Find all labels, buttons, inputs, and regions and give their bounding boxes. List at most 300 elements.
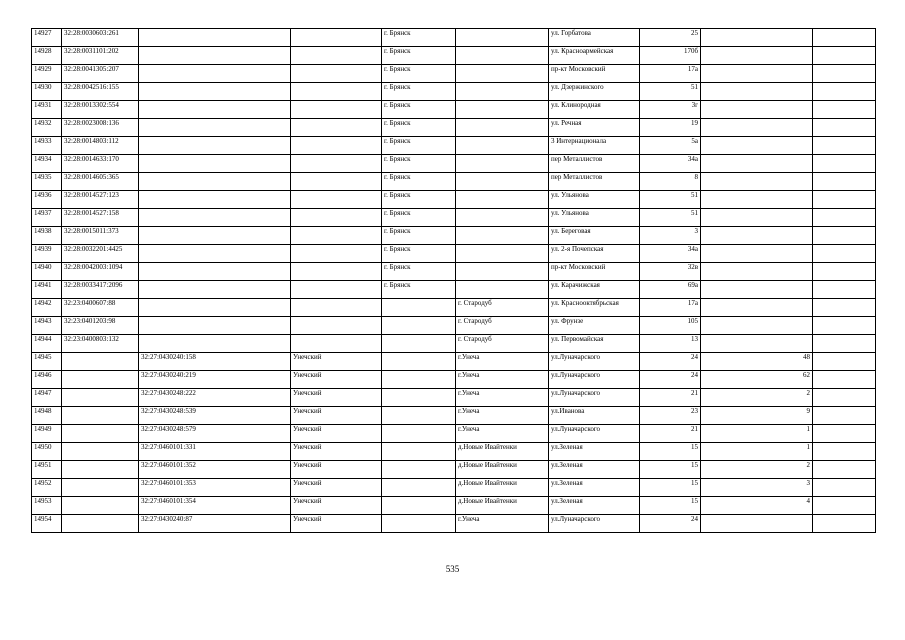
cell-flat-number: [701, 335, 813, 353]
cell-district: Унечский: [291, 461, 382, 479]
cell-street: ул.Луначарского: [549, 425, 640, 443]
table-row: [32, 191, 876, 209]
cell-locality-alt: г.Унеча: [456, 353, 549, 371]
cell-record-number: 14951: [32, 461, 62, 479]
cell-cadastral-number: 32:28:0013302:554: [62, 101, 139, 119]
cell-district: [291, 173, 382, 191]
cell-empty: [813, 101, 876, 119]
cell-flat-number: [701, 281, 813, 299]
cell-street: ул. Ульянова: [549, 209, 640, 227]
cell-cadastral-number-alt: 32:27:0460101:331: [139, 443, 291, 461]
cell-street: ул. Красноармейская: [549, 47, 640, 65]
cell-record-number: 14931: [32, 101, 62, 119]
cell-house-number: 15: [640, 461, 701, 479]
cell-locality-alt: г. Стародуб: [456, 317, 549, 335]
cell-locality-alt: г.Унеча: [456, 389, 549, 407]
table-row: [32, 479, 876, 497]
cell-street: ул.Зеленая: [549, 479, 640, 497]
table-row: [32, 317, 876, 335]
cell-empty: [813, 335, 876, 353]
cell-empty: [813, 497, 876, 515]
cell-cadastral-number: [62, 443, 139, 461]
cell-house-number: 21: [640, 425, 701, 443]
cell-district: Унечский: [291, 425, 382, 443]
table-row: [32, 389, 876, 407]
cell-locality-alt: [456, 137, 549, 155]
cell-empty: [813, 443, 876, 461]
cell-flat-number: [701, 245, 813, 263]
cell-locality-alt: [456, 65, 549, 83]
cell-street: ул. Клинородная: [549, 101, 640, 119]
cell-flat-number: 2: [701, 389, 813, 407]
cell-locality-alt: [456, 119, 549, 137]
cell-cadastral-number-alt: 32:27:0430240:219: [139, 371, 291, 389]
cell-cadastral-number: 32:28:0023008:136: [62, 119, 139, 137]
table-row: [32, 353, 876, 371]
cell-district: [291, 191, 382, 209]
cell-locality-alt: [456, 263, 549, 281]
cell-locality: [382, 335, 456, 353]
cell-cadastral-number-alt: 32:27:0430248:579: [139, 425, 291, 443]
cell-street: ул. 2-я Почепская: [549, 245, 640, 263]
cell-locality: г. Брянск: [382, 29, 456, 47]
cell-locality: г. Брянск: [382, 137, 456, 155]
cell-locality: [382, 479, 456, 497]
cell-cadastral-number-alt: [139, 137, 291, 155]
table-row: [32, 155, 876, 173]
cell-locality: [382, 425, 456, 443]
cell-district: Унечский: [291, 479, 382, 497]
cell-locality: [382, 497, 456, 515]
cell-locality-alt: г.Унеча: [456, 371, 549, 389]
cell-cadastral-number-alt: 32:27:0430240:158: [139, 353, 291, 371]
cell-locality-alt: д.Новые Ивайтенки: [456, 497, 549, 515]
table-row: [32, 299, 876, 317]
cell-cadastral-number-alt: [139, 155, 291, 173]
cell-record-number: 14934: [32, 155, 62, 173]
cell-record-number: 14947: [32, 389, 62, 407]
table-row: [32, 425, 876, 443]
cell-locality-alt: г.Унеча: [456, 407, 549, 425]
cell-cadastral-number: [62, 371, 139, 389]
cell-empty: [813, 425, 876, 443]
cell-district: Унечский: [291, 497, 382, 515]
cell-locality-alt: [456, 47, 549, 65]
cell-house-number: 5а: [640, 137, 701, 155]
cell-cadastral-number-alt: 32:27:0430248:222: [139, 389, 291, 407]
cell-empty: [813, 479, 876, 497]
table-row: [32, 263, 876, 281]
cell-street: пр-кт Московский: [549, 263, 640, 281]
cell-house-number: 24: [640, 515, 701, 533]
cell-locality: г. Брянск: [382, 227, 456, 245]
cell-house-number: 15: [640, 479, 701, 497]
cell-flat-number: 2: [701, 461, 813, 479]
cell-locality-alt: [456, 83, 549, 101]
table-row: [32, 443, 876, 461]
cell-record-number: 14929: [32, 65, 62, 83]
cell-flat-number: [701, 155, 813, 173]
register-sheet: [31, 28, 875, 533]
cell-locality: г. Брянск: [382, 119, 456, 137]
cell-cadastral-number-alt: [139, 173, 291, 191]
cell-district: Унечский: [291, 389, 382, 407]
cell-locality-alt: д.Новые Ивайтенки: [456, 479, 549, 497]
cell-cadastral-number-alt: [139, 263, 291, 281]
cell-cadastral-number-alt: 32:27:0460101:353: [139, 479, 291, 497]
cell-district: [291, 335, 382, 353]
cell-record-number: 14945: [32, 353, 62, 371]
cell-cadastral-number-alt: [139, 83, 291, 101]
cell-cadastral-number: 32:28:0014605:365: [62, 173, 139, 191]
cell-street: ул.Луначарского: [549, 353, 640, 371]
cell-empty: [813, 317, 876, 335]
table-row: [32, 371, 876, 389]
cell-empty: [813, 83, 876, 101]
cell-empty: [813, 227, 876, 245]
cell-street: ул.Луначарского: [549, 371, 640, 389]
cell-cadastral-number: 32:28:0014803:112: [62, 137, 139, 155]
cell-cadastral-number-alt: [139, 299, 291, 317]
cell-flat-number: [701, 65, 813, 83]
cell-cadastral-number: 32:28:0014633:170: [62, 155, 139, 173]
cell-cadastral-number: [62, 515, 139, 533]
cell-flat-number: [701, 317, 813, 335]
cell-cadastral-number: 32:28:0030603:261: [62, 29, 139, 47]
cell-flat-number: 9: [701, 407, 813, 425]
cell-cadastral-number-alt: [139, 47, 291, 65]
cell-locality: [382, 353, 456, 371]
cell-district: [291, 137, 382, 155]
cell-district: Унечский: [291, 443, 382, 461]
cell-cadastral-number-alt: [139, 101, 291, 119]
cell-empty: [813, 281, 876, 299]
cell-locality-alt: [456, 245, 549, 263]
table-row: [32, 173, 876, 191]
cell-locality: г. Брянск: [382, 209, 456, 227]
cell-empty: [813, 137, 876, 155]
cell-cadastral-number: [62, 479, 139, 497]
cell-flat-number: [701, 227, 813, 245]
cell-record-number: 14941: [32, 281, 62, 299]
cell-record-number: 14946: [32, 371, 62, 389]
cell-house-number: 19: [640, 119, 701, 137]
cell-cadastral-number: 32:28:0032201:4425: [62, 245, 139, 263]
cell-house-number: 15: [640, 497, 701, 515]
cell-record-number: 14953: [32, 497, 62, 515]
cell-locality-alt: [456, 191, 549, 209]
cell-locality: [382, 407, 456, 425]
cell-cadastral-number: [62, 353, 139, 371]
table-row: [32, 407, 876, 425]
cell-street: ул. Горбатова: [549, 29, 640, 47]
cell-house-number: 34а: [640, 155, 701, 173]
cell-house-number: 24: [640, 353, 701, 371]
table-row: [32, 209, 876, 227]
cell-cadastral-number-alt: [139, 191, 291, 209]
cell-locality: [382, 317, 456, 335]
cell-flat-number: [701, 299, 813, 317]
cell-district: [291, 317, 382, 335]
cell-cadastral-number-alt: 32:27:0430240:87: [139, 515, 291, 533]
cell-record-number: 14938: [32, 227, 62, 245]
cell-street: ул. Первомайская: [549, 335, 640, 353]
cell-cadastral-number: 32:28:0033417:2096: [62, 281, 139, 299]
cell-empty: [813, 65, 876, 83]
cell-street: ул.Иванова: [549, 407, 640, 425]
table-row: [32, 101, 876, 119]
cell-cadastral-number-alt: 32:27:0430248:539: [139, 407, 291, 425]
cell-locality-alt: [456, 101, 549, 119]
cell-record-number: 14932: [32, 119, 62, 137]
cell-locality: г. Брянск: [382, 245, 456, 263]
cell-cadastral-number-alt: [139, 335, 291, 353]
cell-empty: [813, 371, 876, 389]
cell-locality: г. Брянск: [382, 155, 456, 173]
cell-street: ул. Речная: [549, 119, 640, 137]
table-row: [32, 29, 876, 47]
cell-flat-number: [701, 263, 813, 281]
cell-cadastral-number: [62, 461, 139, 479]
cell-cadastral-number: [62, 389, 139, 407]
table-row: [32, 119, 876, 137]
cell-house-number: 3г: [640, 101, 701, 119]
cell-locality-alt: д.Новые Ивайтенки: [456, 461, 549, 479]
cell-district: Унечский: [291, 407, 382, 425]
cell-street: ул. Береговая: [549, 227, 640, 245]
cell-empty: [813, 245, 876, 263]
table-row: [32, 65, 876, 83]
cell-flat-number: [701, 47, 813, 65]
cell-record-number: 14943: [32, 317, 62, 335]
cell-flat-number: 62: [701, 371, 813, 389]
cell-cadastral-number-alt: [139, 227, 291, 245]
cell-record-number: 14940: [32, 263, 62, 281]
cell-cadastral-number-alt: 32:27:0460101:352: [139, 461, 291, 479]
cell-record-number: 14954: [32, 515, 62, 533]
cell-locality: [382, 461, 456, 479]
cell-flat-number: [701, 29, 813, 47]
cell-cadastral-number: [62, 407, 139, 425]
cell-district: [291, 263, 382, 281]
cell-district: [291, 245, 382, 263]
cell-district: [291, 101, 382, 119]
cell-street: пр-кт Московский: [549, 65, 640, 83]
table-row: [32, 137, 876, 155]
cell-house-number: 51: [640, 191, 701, 209]
cell-flat-number: 1: [701, 443, 813, 461]
table-row: [32, 515, 876, 533]
cell-street: ул.Луначарского: [549, 389, 640, 407]
cell-locality: г. Брянск: [382, 101, 456, 119]
cell-street: ул. Ульянова: [549, 191, 640, 209]
cell-house-number: 13: [640, 335, 701, 353]
cell-street: ул. Фрунзе: [549, 317, 640, 335]
cell-empty: [813, 173, 876, 191]
cell-cadastral-number-alt: [139, 281, 291, 299]
cell-locality: [382, 443, 456, 461]
cell-empty: [813, 119, 876, 137]
cell-house-number: 24: [640, 371, 701, 389]
cell-house-number: 32в: [640, 263, 701, 281]
cell-district: [291, 227, 382, 245]
cell-record-number: 14942: [32, 299, 62, 317]
table-row: [32, 227, 876, 245]
cell-flat-number: [701, 515, 813, 533]
cell-flat-number: 48: [701, 353, 813, 371]
cell-street: ул. Карачижская: [549, 281, 640, 299]
cell-cadastral-number: [62, 497, 139, 515]
cell-empty: [813, 407, 876, 425]
cell-locality: [382, 515, 456, 533]
cell-locality-alt: [456, 173, 549, 191]
cell-cadastral-number: 32:28:0014527:158: [62, 209, 139, 227]
cell-record-number: 14937: [32, 209, 62, 227]
cell-flat-number: [701, 191, 813, 209]
cell-cadastral-number-alt: 32:27:0460101:354: [139, 497, 291, 515]
cell-street: пер Металлистов: [549, 173, 640, 191]
cell-district: [291, 209, 382, 227]
page-number: 535: [445, 564, 460, 574]
cell-locality-alt: г. Стародуб: [456, 299, 549, 317]
cell-flat-number: [701, 101, 813, 119]
table-row: [32, 335, 876, 353]
cell-locality-alt: [456, 209, 549, 227]
cell-street: 3 Интернационала: [549, 137, 640, 155]
cell-locality: [382, 371, 456, 389]
cell-locality: г. Брянск: [382, 47, 456, 65]
cell-record-number: 14935: [32, 173, 62, 191]
cell-house-number: 51: [640, 83, 701, 101]
cell-street: пер Металлистов: [549, 155, 640, 173]
cell-record-number: 14939: [32, 245, 62, 263]
cell-record-number: 14936: [32, 191, 62, 209]
cell-record-number: 14927: [32, 29, 62, 47]
cell-cadastral-number-alt: [139, 29, 291, 47]
cell-empty: [813, 209, 876, 227]
cell-empty: [813, 389, 876, 407]
cell-locality-alt: [456, 281, 549, 299]
cell-record-number: 14948: [32, 407, 62, 425]
cell-district: [291, 299, 382, 317]
cell-locality: г. Брянск: [382, 263, 456, 281]
cell-house-number: 21: [640, 389, 701, 407]
cell-record-number: 14933: [32, 137, 62, 155]
cell-cadastral-number: 32:28:0042516:155: [62, 83, 139, 101]
cell-district: [291, 47, 382, 65]
cell-locality-alt: г.Унеча: [456, 515, 549, 533]
cell-house-number: 3: [640, 227, 701, 245]
cell-cadastral-number-alt: [139, 119, 291, 137]
table-row: [32, 461, 876, 479]
cell-district: Унечский: [291, 371, 382, 389]
cell-cadastral-number: 32:28:0031101:202: [62, 47, 139, 65]
cell-house-number: 17а: [640, 299, 701, 317]
cell-house-number: 8: [640, 173, 701, 191]
cell-locality-alt: [456, 227, 549, 245]
table-row: [32, 281, 876, 299]
cell-cadastral-number: 32:28:0041305:207: [62, 65, 139, 83]
cell-flat-number: [701, 83, 813, 101]
cell-house-number: 15: [640, 443, 701, 461]
cell-cadastral-number: 32:28:0014527:123: [62, 191, 139, 209]
cell-locality-alt: [456, 29, 549, 47]
cell-locality: [382, 299, 456, 317]
cell-house-number: 23: [640, 407, 701, 425]
cell-house-number: 69а: [640, 281, 701, 299]
cell-house-number: 51: [640, 209, 701, 227]
cell-district: [291, 119, 382, 137]
cell-street: ул.Зеленая: [549, 497, 640, 515]
cell-record-number: 14950: [32, 443, 62, 461]
cell-district: Унечский: [291, 353, 382, 371]
cell-flat-number: [701, 209, 813, 227]
cell-cadastral-number: 32:28:0042003:1094: [62, 263, 139, 281]
register-table: [31, 28, 876, 533]
cell-cadastral-number: 32:23:0401203:98: [62, 317, 139, 335]
cell-flat-number: 4: [701, 497, 813, 515]
cell-street: ул.Зеленая: [549, 461, 640, 479]
cell-house-number: 34а: [640, 245, 701, 263]
register-body: [32, 29, 876, 533]
cell-house-number: 170б: [640, 47, 701, 65]
cell-record-number: 14928: [32, 47, 62, 65]
cell-cadastral-number-alt: [139, 317, 291, 335]
cell-district: [291, 29, 382, 47]
table-row: [32, 245, 876, 263]
cell-empty: [813, 353, 876, 371]
cell-house-number: 105: [640, 317, 701, 335]
table-row: [32, 47, 876, 65]
cell-cadastral-number: 32:28:0015011:373: [62, 227, 139, 245]
cell-record-number: 14944: [32, 335, 62, 353]
cell-locality: г. Брянск: [382, 281, 456, 299]
cell-locality: г. Брянск: [382, 83, 456, 101]
cell-flat-number: [701, 137, 813, 155]
cell-district: [291, 281, 382, 299]
cell-flat-number: 3: [701, 479, 813, 497]
cell-cadastral-number: 32:23:0400607:88: [62, 299, 139, 317]
cell-street: ул.Луначарского: [549, 515, 640, 533]
cell-house-number: 25: [640, 29, 701, 47]
cell-locality-alt: д.Новые Ивайтенки: [456, 443, 549, 461]
table-row: [32, 83, 876, 101]
cell-cadastral-number-alt: [139, 209, 291, 227]
cell-locality: г. Брянск: [382, 191, 456, 209]
cell-record-number: 14930: [32, 83, 62, 101]
cell-district: Унечский: [291, 515, 382, 533]
cell-locality-alt: г.Унеча: [456, 425, 549, 443]
cell-flat-number: 1: [701, 425, 813, 443]
cell-locality: г. Брянск: [382, 173, 456, 191]
cell-locality: [382, 389, 456, 407]
cell-locality: г. Брянск: [382, 65, 456, 83]
cell-district: [291, 83, 382, 101]
cell-district: [291, 155, 382, 173]
cell-house-number: 17а: [640, 65, 701, 83]
cell-street: ул. Краснооктябрьская: [549, 299, 640, 317]
cell-empty: [813, 263, 876, 281]
cell-record-number: 14952: [32, 479, 62, 497]
cell-record-number: 14949: [32, 425, 62, 443]
cell-empty: [813, 47, 876, 65]
cell-empty: [813, 299, 876, 317]
cell-flat-number: [701, 119, 813, 137]
cell-flat-number: [701, 173, 813, 191]
cell-district: [291, 65, 382, 83]
cell-cadastral-number-alt: [139, 245, 291, 263]
cell-cadastral-number-alt: [139, 65, 291, 83]
